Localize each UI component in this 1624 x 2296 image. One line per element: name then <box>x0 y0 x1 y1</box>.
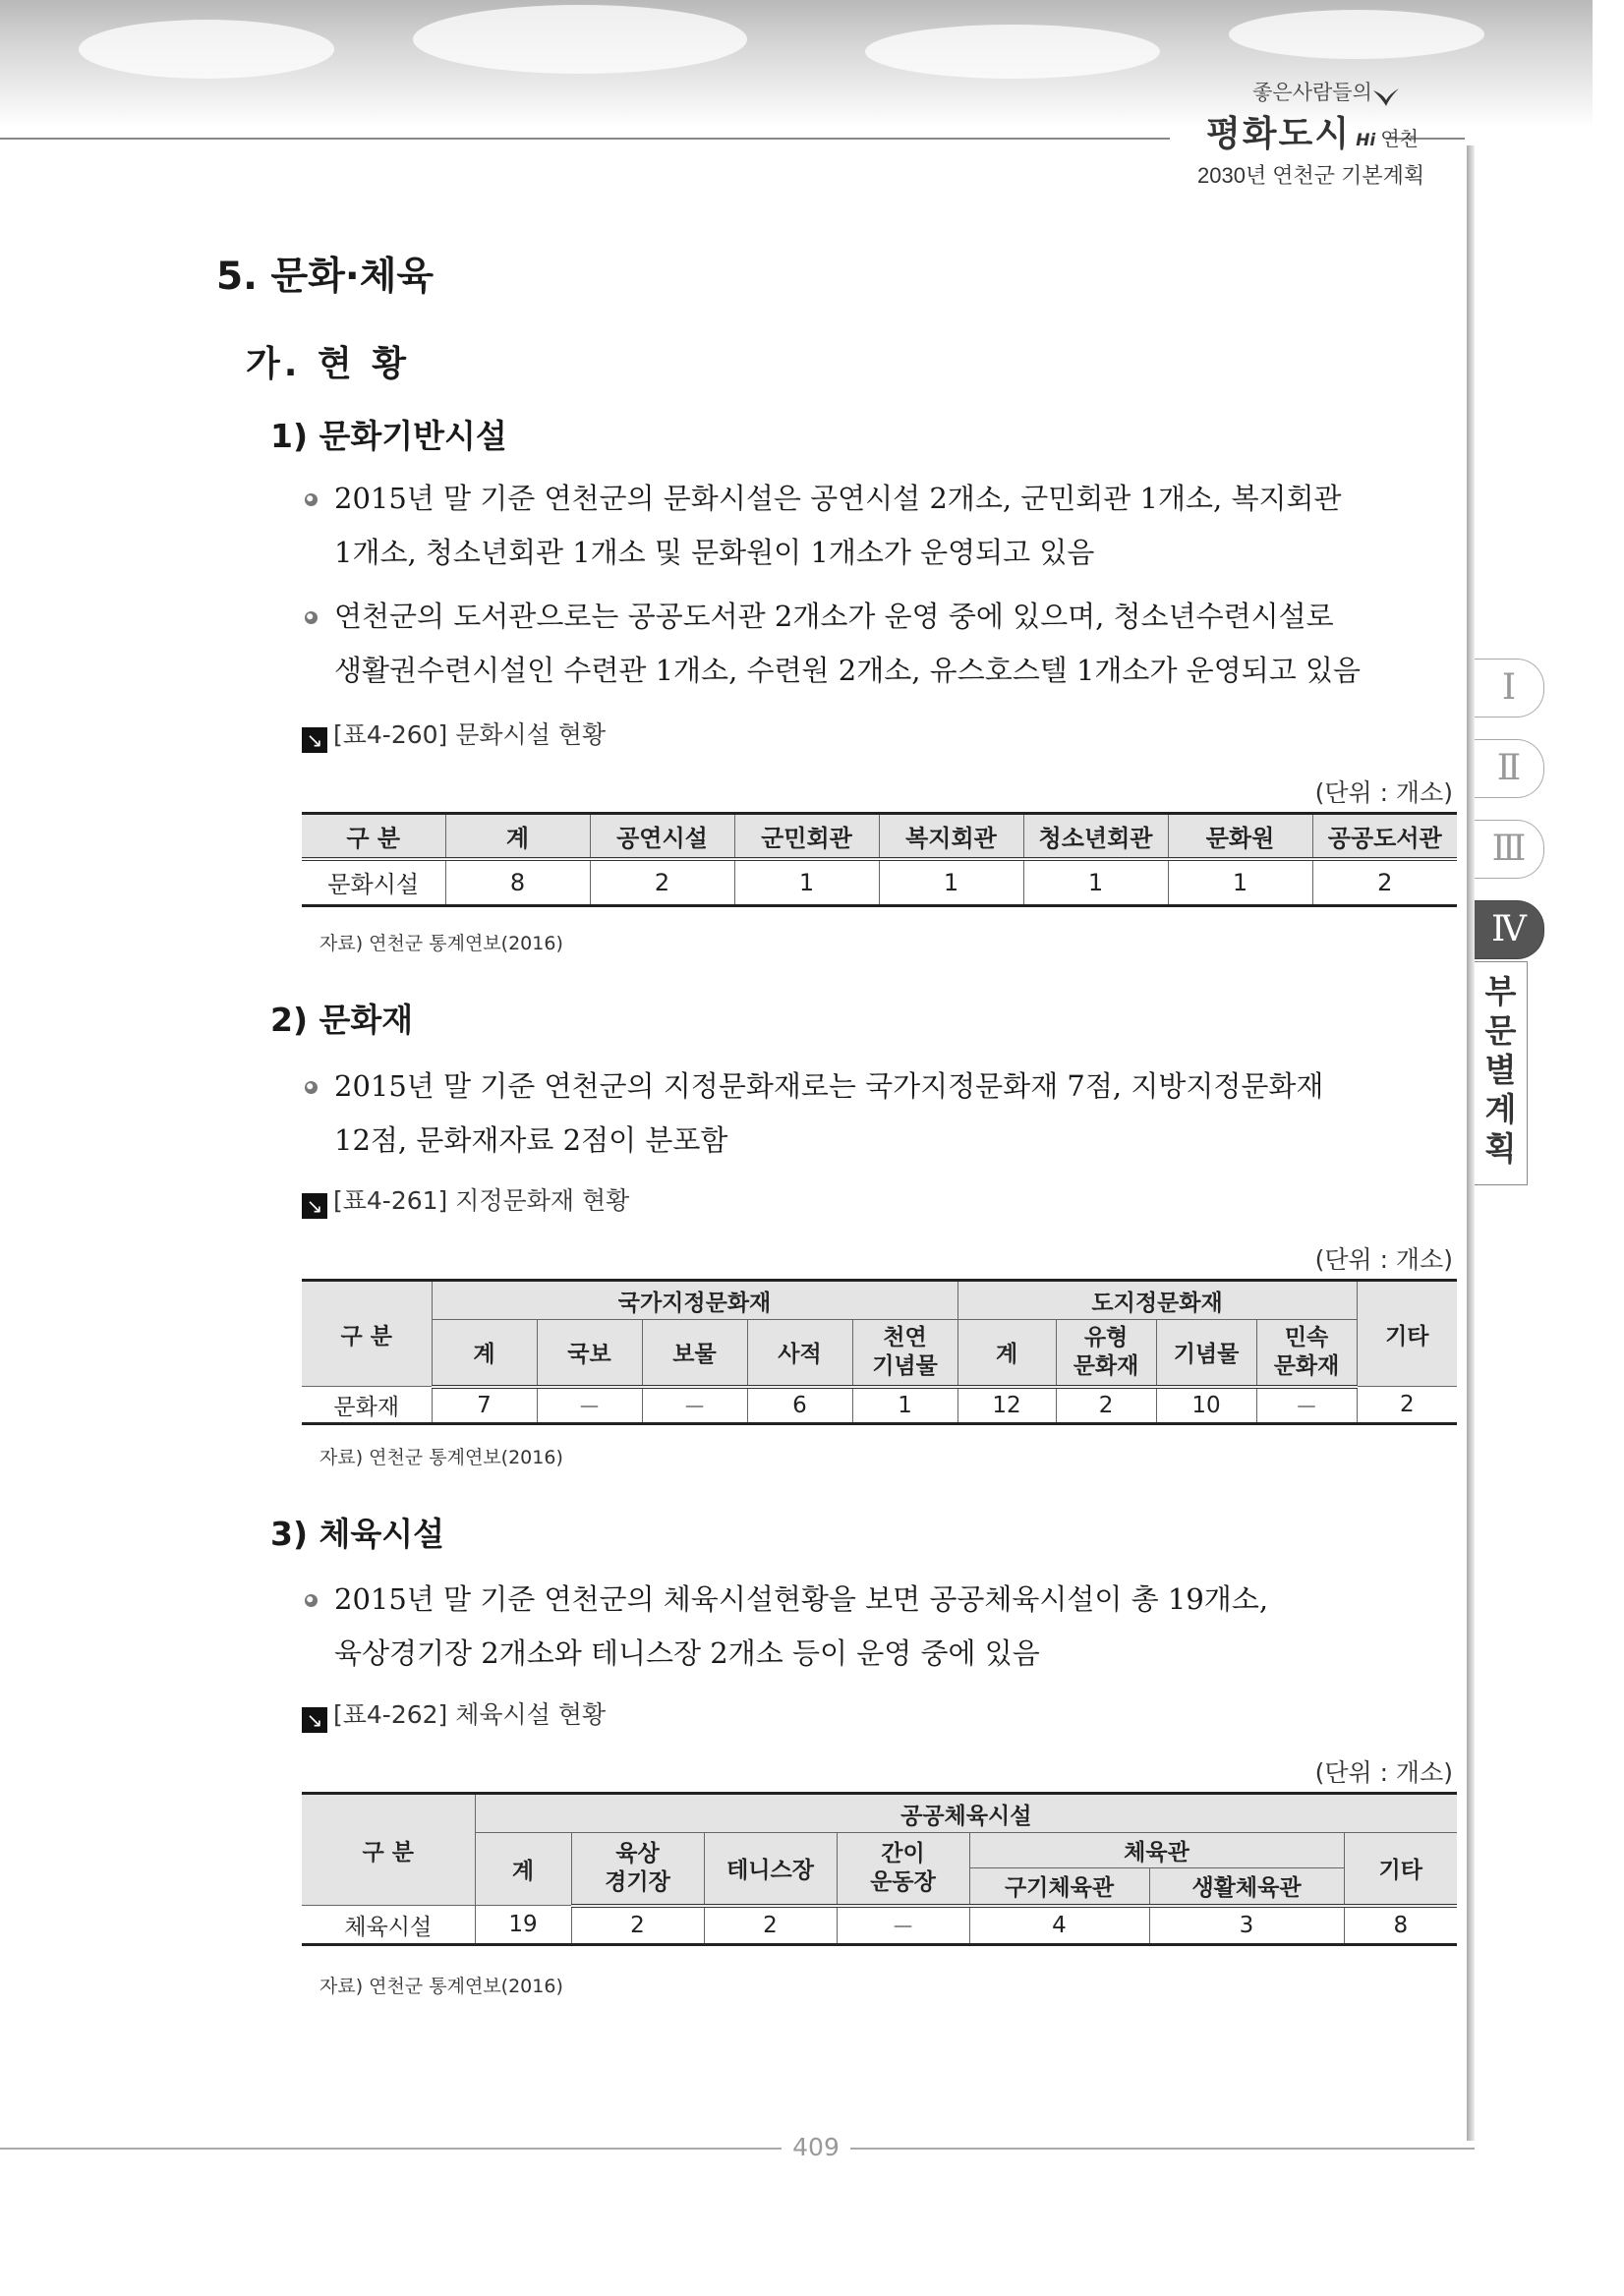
table-cell: 1 <box>879 859 1023 906</box>
bullet-paragraph <box>334 472 1445 580</box>
table-sports-facilities <box>302 1792 1457 1946</box>
column-header: 보물 <box>642 1320 747 1387</box>
table-caption <box>302 716 606 753</box>
column-header: 공공도서관 <box>1312 814 1457 859</box>
arrow-icon: ↘ <box>302 727 327 753</box>
text-line: 연천군의 도서관으로는 공공도서관 2개소가 운영 중에 있으며, 청소년수련시설로 <box>334 600 1334 633</box>
table-cell: 4 <box>969 1906 1149 1945</box>
text-line: 1개소, 청소년회관 1개소 및 문화원이 1개소가 운영되고 있음 <box>334 536 1095 569</box>
page-number: 409 <box>782 2133 850 2161</box>
column-header: 생활체육관 <box>1149 1868 1344 1906</box>
table-cell: 2 <box>571 1906 704 1945</box>
column-header: 계 <box>475 1833 571 1906</box>
column-header: 구 분 <box>302 1281 432 1387</box>
column-header: 육상 경기장 <box>571 1833 704 1906</box>
table-caption <box>302 1181 629 1219</box>
column-header: 구 분 <box>302 1794 475 1906</box>
bullet-icon <box>305 493 318 506</box>
column-header: 복지회관 <box>879 814 1023 859</box>
source-note: 자료) 연천군 통계연보(2016) <box>319 933 563 954</box>
table-caption <box>302 1695 606 1733</box>
table-row <box>302 1906 1457 1945</box>
table-cell: 문화재 <box>302 1387 432 1424</box>
header-rule <box>0 138 1170 140</box>
cloud-shape <box>1229 10 1484 59</box>
column-header: 계 <box>957 1320 1056 1387</box>
table-cell: 3 <box>1149 1906 1344 1945</box>
table-cell: 1 <box>1168 859 1312 906</box>
caption-text: [표4-262] 체육시설 현황 <box>333 1700 607 1729</box>
text-line: 2015년 말 기준 연천군의 문화시설은 공연시설 2개소, 군민회관 1개소, 복지회관 <box>334 482 1342 515</box>
column-header: 구 분 <box>302 814 445 859</box>
table-cell: 6 <box>747 1387 852 1424</box>
table-cell: 1 <box>852 1387 957 1424</box>
column-header: 국보 <box>537 1320 642 1387</box>
item-title: 1) 문화기반시설 <box>270 417 507 455</box>
source-note: 자료) 연천군 통계연보(2016) <box>319 1976 563 1997</box>
source-note: 자료) 연천군 통계연보(2016) <box>319 1447 563 1468</box>
arrow-icon: ↘ <box>302 1707 327 1733</box>
tab-chapter-3[interactable]: Ⅲ <box>1475 820 1544 879</box>
column-header: 구기체육관 <box>969 1868 1149 1906</box>
bullet-paragraph <box>334 590 1445 698</box>
group-header: 공공체육시설 <box>475 1794 1457 1833</box>
logo-line1: 좋은사람들의 <box>1252 81 1372 104</box>
unit-label: (단위 : 개소) <box>1314 778 1453 807</box>
caption-text: [표4-260] 문화시설 현황 <box>333 720 607 749</box>
table-cell: 2 <box>1056 1387 1156 1424</box>
tab-chapter-2[interactable]: Ⅱ <box>1475 739 1544 798</box>
unit-label: (단위 : 개소) <box>1314 1758 1453 1787</box>
column-header: 천연 기념물 <box>852 1320 957 1387</box>
table-row <box>302 859 1457 906</box>
column-header: 기타 <box>1357 1281 1457 1387</box>
table-cell: 7 <box>432 1387 537 1424</box>
table-cell: 8 <box>445 859 590 906</box>
column-header: 계 <box>445 814 590 859</box>
table-designated-heritage <box>302 1279 1457 1425</box>
table-cell: 2 <box>704 1906 837 1945</box>
logo-city: 연천 <box>1380 127 1419 150</box>
bullet-paragraph <box>334 1573 1445 1681</box>
table-cell: 2 <box>1312 859 1457 906</box>
group-header: 체육관 <box>969 1833 1344 1868</box>
table-cell: 12 <box>957 1387 1056 1424</box>
group-header: 국가지정문화재 <box>432 1281 957 1320</box>
column-header: 문화원 <box>1168 814 1312 859</box>
column-header: 기타 <box>1344 1833 1457 1906</box>
item-title: 3) 체육시설 <box>270 1515 445 1553</box>
vertical-char: 획 <box>1484 1129 1517 1168</box>
text-line: 12점, 문화재자료 2점이 분포함 <box>334 1123 728 1157</box>
table-cell: － <box>537 1387 642 1424</box>
column-header: 유형 문화재 <box>1056 1320 1156 1387</box>
vertical-char: 부 <box>1484 972 1517 1010</box>
column-header: 테니스장 <box>704 1833 837 1906</box>
caption-text: [표4-261] 지정문화재 현황 <box>333 1186 630 1215</box>
table-cell: － <box>642 1387 747 1424</box>
item-title: 2) 문화재 <box>270 1001 414 1039</box>
column-header: 기념물 <box>1156 1320 1256 1387</box>
table-cell: 2 <box>1357 1387 1457 1424</box>
bullet-icon <box>305 1594 318 1607</box>
logo-line2: 평화도시 <box>1206 113 1352 154</box>
vertical-char: 계 <box>1484 1090 1517 1128</box>
text-line: 생활권수련시설인 수련관 1개소, 수련원 2개소, 유스호스텔 1개소가 운영되고 있음 <box>334 654 1361 687</box>
column-header: 청소년회관 <box>1023 814 1168 859</box>
vertical-char: 별 <box>1484 1051 1517 1089</box>
column-header: 군민회관 <box>734 814 879 859</box>
table-cell: 2 <box>590 859 734 906</box>
section-title: 5. 문화·체육 <box>216 255 435 299</box>
plan-subtitle: 2030년 연천군 기본계획 <box>1197 163 1425 188</box>
column-header: 민속 문화재 <box>1256 1320 1357 1387</box>
table-cell: 체육시설 <box>302 1906 475 1945</box>
tab-chapter-1[interactable]: Ⅰ <box>1475 659 1544 718</box>
chapter-label-vertical <box>1475 961 1528 1185</box>
vertical-char: 문 <box>1484 1011 1517 1050</box>
table-cell: 10 <box>1156 1387 1256 1424</box>
text-line: 2015년 말 기준 연천군의 지정문화재로는 국가지정문화재 7점, 지방지정문화재 <box>334 1069 1324 1103</box>
group-header: 도지정문화재 <box>957 1281 1357 1320</box>
table-culture-facilities <box>302 812 1457 907</box>
table-cell: 1 <box>734 859 879 906</box>
subsection-title: 가. 현 황 <box>246 344 411 384</box>
bullet-paragraph <box>334 1060 1445 1168</box>
logo-hi: Hi <box>1356 131 1376 150</box>
cloud-shape <box>79 20 334 79</box>
column-header: 계 <box>432 1320 537 1387</box>
table-cell: 19 <box>475 1906 571 1945</box>
unit-label: (단위 : 개소) <box>1314 1245 1453 1274</box>
column-header: 사적 <box>747 1320 852 1387</box>
text-line: 육상경기장 2개소와 테니스장 2개소 등이 운영 중에 있음 <box>334 1636 1040 1670</box>
table-cell: 1 <box>1023 859 1168 906</box>
arrow-icon: ↘ <box>302 1193 327 1219</box>
table-cell: 8 <box>1344 1906 1457 1945</box>
bird-icon <box>1371 86 1401 108</box>
bullet-icon <box>305 611 318 624</box>
text-line: 2015년 말 기준 연천군의 체육시설현황을 보면 공공체육시설이 총 19개소, <box>334 1582 1269 1616</box>
table-cell: － <box>837 1906 969 1945</box>
footer-rule <box>0 2148 1475 2150</box>
column-header: 간이 운동장 <box>837 1833 969 1906</box>
page-edge <box>1467 145 1475 2141</box>
table-row <box>302 1387 1457 1424</box>
tab-chapter-4[interactable]: Ⅳ <box>1475 900 1544 959</box>
cloud-shape <box>865 25 1160 79</box>
column-header: 공연시설 <box>590 814 734 859</box>
cloud-shape <box>413 5 747 74</box>
table-cell: － <box>1256 1387 1357 1424</box>
table-cell: 문화시설 <box>302 859 445 906</box>
bullet-icon <box>305 1081 318 1094</box>
